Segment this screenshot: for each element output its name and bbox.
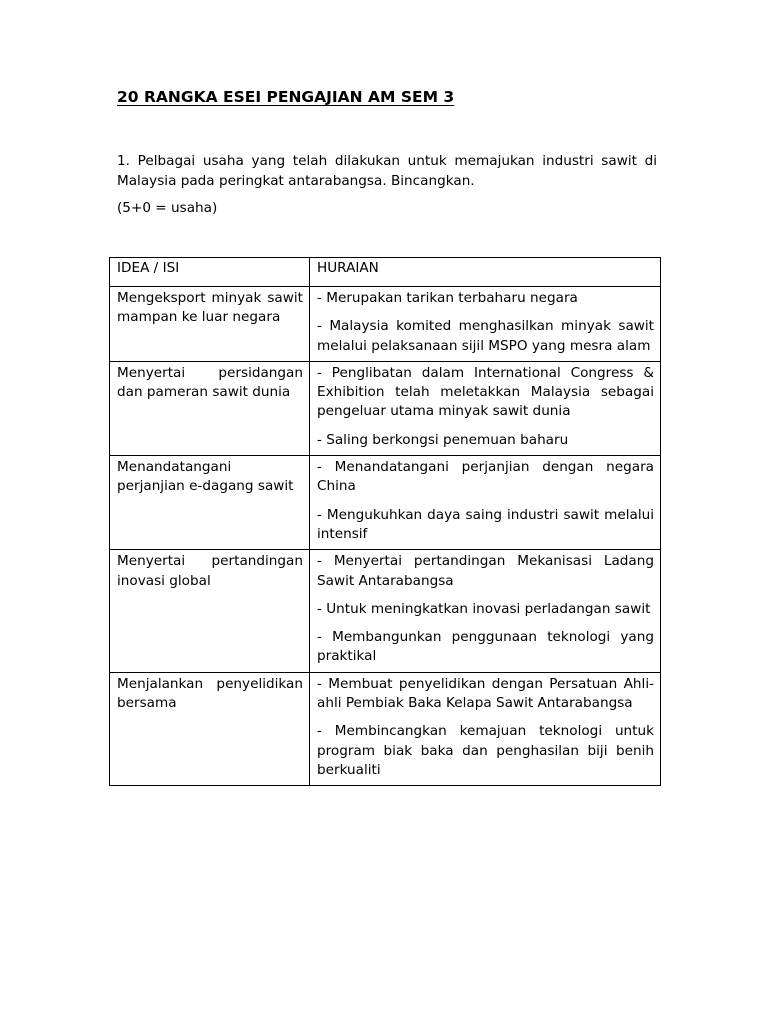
table-row [110,550,661,672]
idea-cell: Mengeksport minyak sawit mampan ke luar negara [110,287,310,362]
points-note: (5+0 = usaha) [117,200,218,216]
huraian-cell [310,550,661,672]
header-idea-isi: IDEA / ISI [110,258,310,287]
huraian-point: - Mengukuhkan daya saing industri sawit melalui intensif [317,506,654,542]
huraian-point: - Membuat penyelidikan dengan Persatuan Ahli-ahli Pembiak Baka Kelapa Sawit Antarabangsa [317,675,654,712]
idea-cell: Menyertai pertandingan inovasi global [110,550,310,672]
huraian-point: - Untuk meningkatkan inovasi perladangan sawit [317,600,651,617]
huraian-point: - Merupakan tarikan terbaharu negara [317,290,578,306]
huraian-cell [310,287,661,362]
huraian-point: - Penglibatan dalam International Congress & Exhibition telah meletakkan Malaysia sebagai pengeluar utama minyak sawit dunia [317,364,654,420]
document-title: 20 RANGKA ESEI PENGAJIAN AM SEM 3 [117,88,455,106]
huraian-point: - Membangunkan penggunaan teknologi yang praktikal [317,629,654,665]
idea-cell: Menandatangani perjanjian e-dagang sawit [110,456,310,550]
header-huraian: HURAIAN [310,258,661,287]
idea-cell: Menjalankan penyelidikan bersama [110,672,310,785]
huraian-cell [310,672,661,785]
table-header-row [110,258,661,287]
table-row [110,287,661,362]
table-row [110,361,661,455]
table-row [110,456,661,550]
huraian-cell [310,456,661,550]
huraian-point: - Malaysia komited menghasilkan minyak sawit melalui pelaksanaan sijil MSPO yang mesra alam [317,318,654,354]
huraian-point: - Menandatangani perjanjian dengan negara China [317,459,654,495]
huraian-cell [310,361,661,455]
table-row [110,672,661,785]
huraian-point: - Membincangkan kemajuan teknologi untuk program biak baka dan penghasilan biji benih berkualiti [317,723,654,778]
essay-outline-table [109,257,661,786]
essay-question: 1. Pelbagai usaha yang telah dilakukan untuk memajukan industri sawit di Malaysia pada peringkat antarabangsa. Bincangkan. [117,153,657,189]
idea-cell: Menyertai persidangan dan pameran sawit dunia [110,361,310,455]
huraian-point: - Saling berkongsi penemuan baharu [317,431,569,448]
huraian-point: - Menyertai pertandingan Mekanisasi Ladang Sawit Antarabangsa [317,553,654,589]
